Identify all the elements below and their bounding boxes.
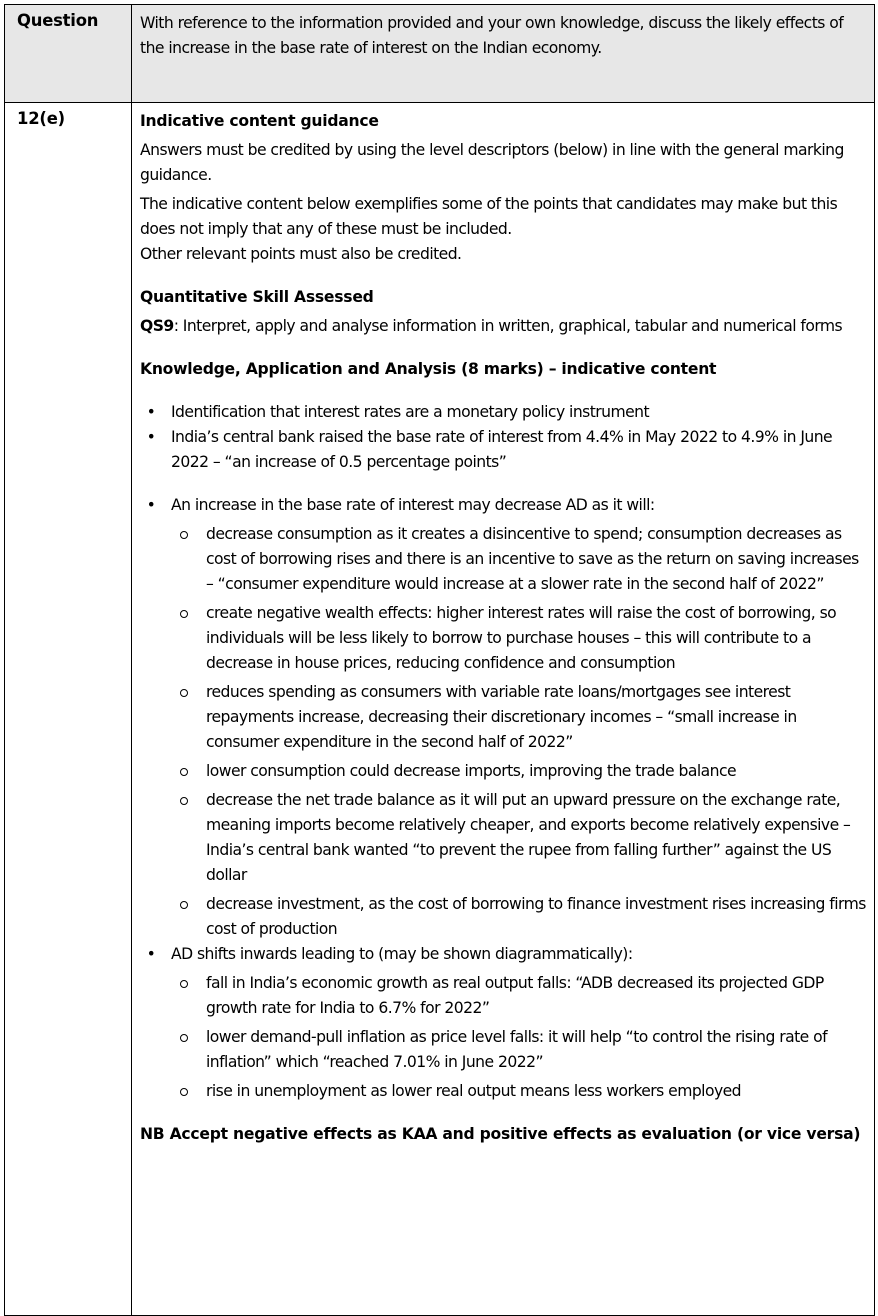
mark-scheme-table: [4, 4, 875, 1316]
bullet-icon: •: [146, 496, 156, 514]
circle-bullet-icon: [180, 689, 188, 697]
bullet-icon: •: [146, 428, 156, 446]
sub-list-ad-shift: [171, 971, 866, 1104]
sub-list-item: decrease consumption as it creates a disincentive to spend; consumption decreases as cost of borrowing rises and there is an incentive to save as the return on saving increases – “consumer expenditure would increase at a slower rate in the second half of 2022”: [140, 522, 866, 597]
qs-code: QS9: [140, 317, 174, 335]
indicative-content-heading: Indicative content guidance: [140, 112, 379, 130]
kaa-heading: Knowledge, Application and Analysis (8 marks) – indicative content: [140, 360, 717, 378]
quantitative-skill-text: [140, 314, 866, 339]
question-label: Question: [5, 5, 132, 103]
sub-list-ad-decrease: [171, 522, 866, 942]
guidance-paragraph-1: Answers must be credited by using the level descriptors (below) in line with the general marking guidance.: [140, 141, 844, 184]
bullet-icon: •: [146, 945, 156, 963]
bullet-icon: •: [146, 403, 156, 421]
circle-bullet-icon: [180, 531, 188, 539]
question-row: [5, 5, 875, 103]
sub-list-item: lower demand-pull inflation as price level falls: it will help “to control the rising rate of inflation” which “reached 7.01% in June 2022”: [140, 1025, 866, 1075]
list-item: • Identification that interest rates are a monetary policy instrument: [140, 400, 866, 425]
circle-bullet-icon: [180, 797, 188, 805]
sub-list-item: reduces spending as consumers with variable rate loans/mortgages see interest repayments increase, decreasing their discretionary incomes – “small increase in consumer expenditure in the second half of 2022”: [140, 680, 866, 755]
answer-guidance-cell: [132, 103, 875, 1316]
sub-list-item: fall in India’s economic growth as real output falls: “ADB decreased its projected GDP growth rate for India to 6.7% for 2022”: [140, 971, 866, 1021]
bullet-list-effects: [140, 493, 866, 1104]
bullet-list-basic: [140, 400, 866, 475]
circle-bullet-icon: [180, 980, 188, 988]
qs-description: : Interpret, apply and analyse information in written, graphical, tabular and numerical forms: [173, 317, 843, 335]
circle-bullet-icon: [180, 1088, 188, 1096]
circle-bullet-icon: [180, 1034, 188, 1042]
sub-list-item: decrease investment, as the cost of borrowing to finance investment rises increasing firms cost of production: [140, 892, 866, 942]
guidance-paragraph-2: The indicative content below exemplifies some of the points that candidates may make but this does not imply that any of these must be included.: [140, 195, 838, 238]
guidance-paragraph-3: Other relevant points must also be credited.: [140, 245, 462, 263]
answer-row: [5, 103, 875, 1316]
circle-bullet-icon: [180, 610, 188, 618]
circle-bullet-icon: [180, 901, 188, 909]
circle-bullet-icon: [180, 768, 188, 776]
sub-list-item: rise in unemployment as lower real output means less workers employed: [140, 1079, 866, 1104]
sub-list-item: decrease the net trade balance as it will put an upward pressure on the exchange rate, meaning imports become relatively cheaper, and exports become relatively expensive – India’s central bank wanted “to prevent the rupee from falling further” against the US dollar: [140, 788, 866, 888]
list-item-ad-shift: • AD shifts inwards leading to (may be shown diagrammatically): fall in India’s economic growth as real output falls: “ADB decreased its projected GDP growth rate for India to 6.7% for 2022” lower demand-pull inflation as price level falls: it will help “to control the rising rate of inflation” which “reached 7.01% in June 2022” rise in unemployment as lower real output means less workers employed: [140, 942, 866, 1104]
quantitative-skill-heading: Quantitative Skill Assessed: [140, 288, 374, 306]
sub-list-item: lower consumption could decrease imports, improving the trade balance: [140, 759, 866, 784]
nb-note: NB Accept negative effects as KAA and positive effects as evaluation (or vice versa): [140, 1125, 861, 1143]
question-text: With reference to the information provided and your own knowledge, discuss the likely effects of the increase in the base rate of interest on the Indian economy.: [140, 14, 844, 57]
list-item-ad-decrease: • An increase in the base rate of interest may decrease AD as it will: decrease consumption as it creates a disincentive to spend; consumption decreases as cost of borrowing rises and there is an incentive to save as the return on saving increases – “consumer expenditure would increase at a slower rate in the second half of 2022” create negative wealth effects: higher interest rates will raise the cost of borrowing, so individuals will be less likely to borrow to purchase houses – this will contribute to a decrease in house prices, reducing confidence and consumption reduces spending as consumers with variable rate loans/mortgages see interest repayments increase, decreasing their discretionary incomes – “small increase in consumer expenditure in the second half of 2022” lower consumption could decrease imports, improving the trade balance decrease the net trade balance as it will put an upward pressure on the exchange rate, meaning imports become relatively cheaper, and exports become relatively expensive – India’s central bank wanted “to prevent the rupee from falling further” against the US dollar decrease investment, as the cost of borrowing to finance investment rises increasing firms cost of production: [140, 493, 866, 942]
sub-list-item: create negative wealth effects: higher interest rates will raise the cost of borrowing, so individuals will be less likely to borrow to purchase houses – this will contribute to a decrease in house prices, reducing confidence and consumption: [140, 601, 866, 676]
question-text-cell: [132, 5, 875, 103]
question-number: 12(e): [5, 103, 132, 1316]
list-item: • India’s central bank raised the base rate of interest from 4.4% in May 2022 to 4.9% in June 2022 – “an increase of 0.5 percentage points”: [140, 425, 866, 475]
